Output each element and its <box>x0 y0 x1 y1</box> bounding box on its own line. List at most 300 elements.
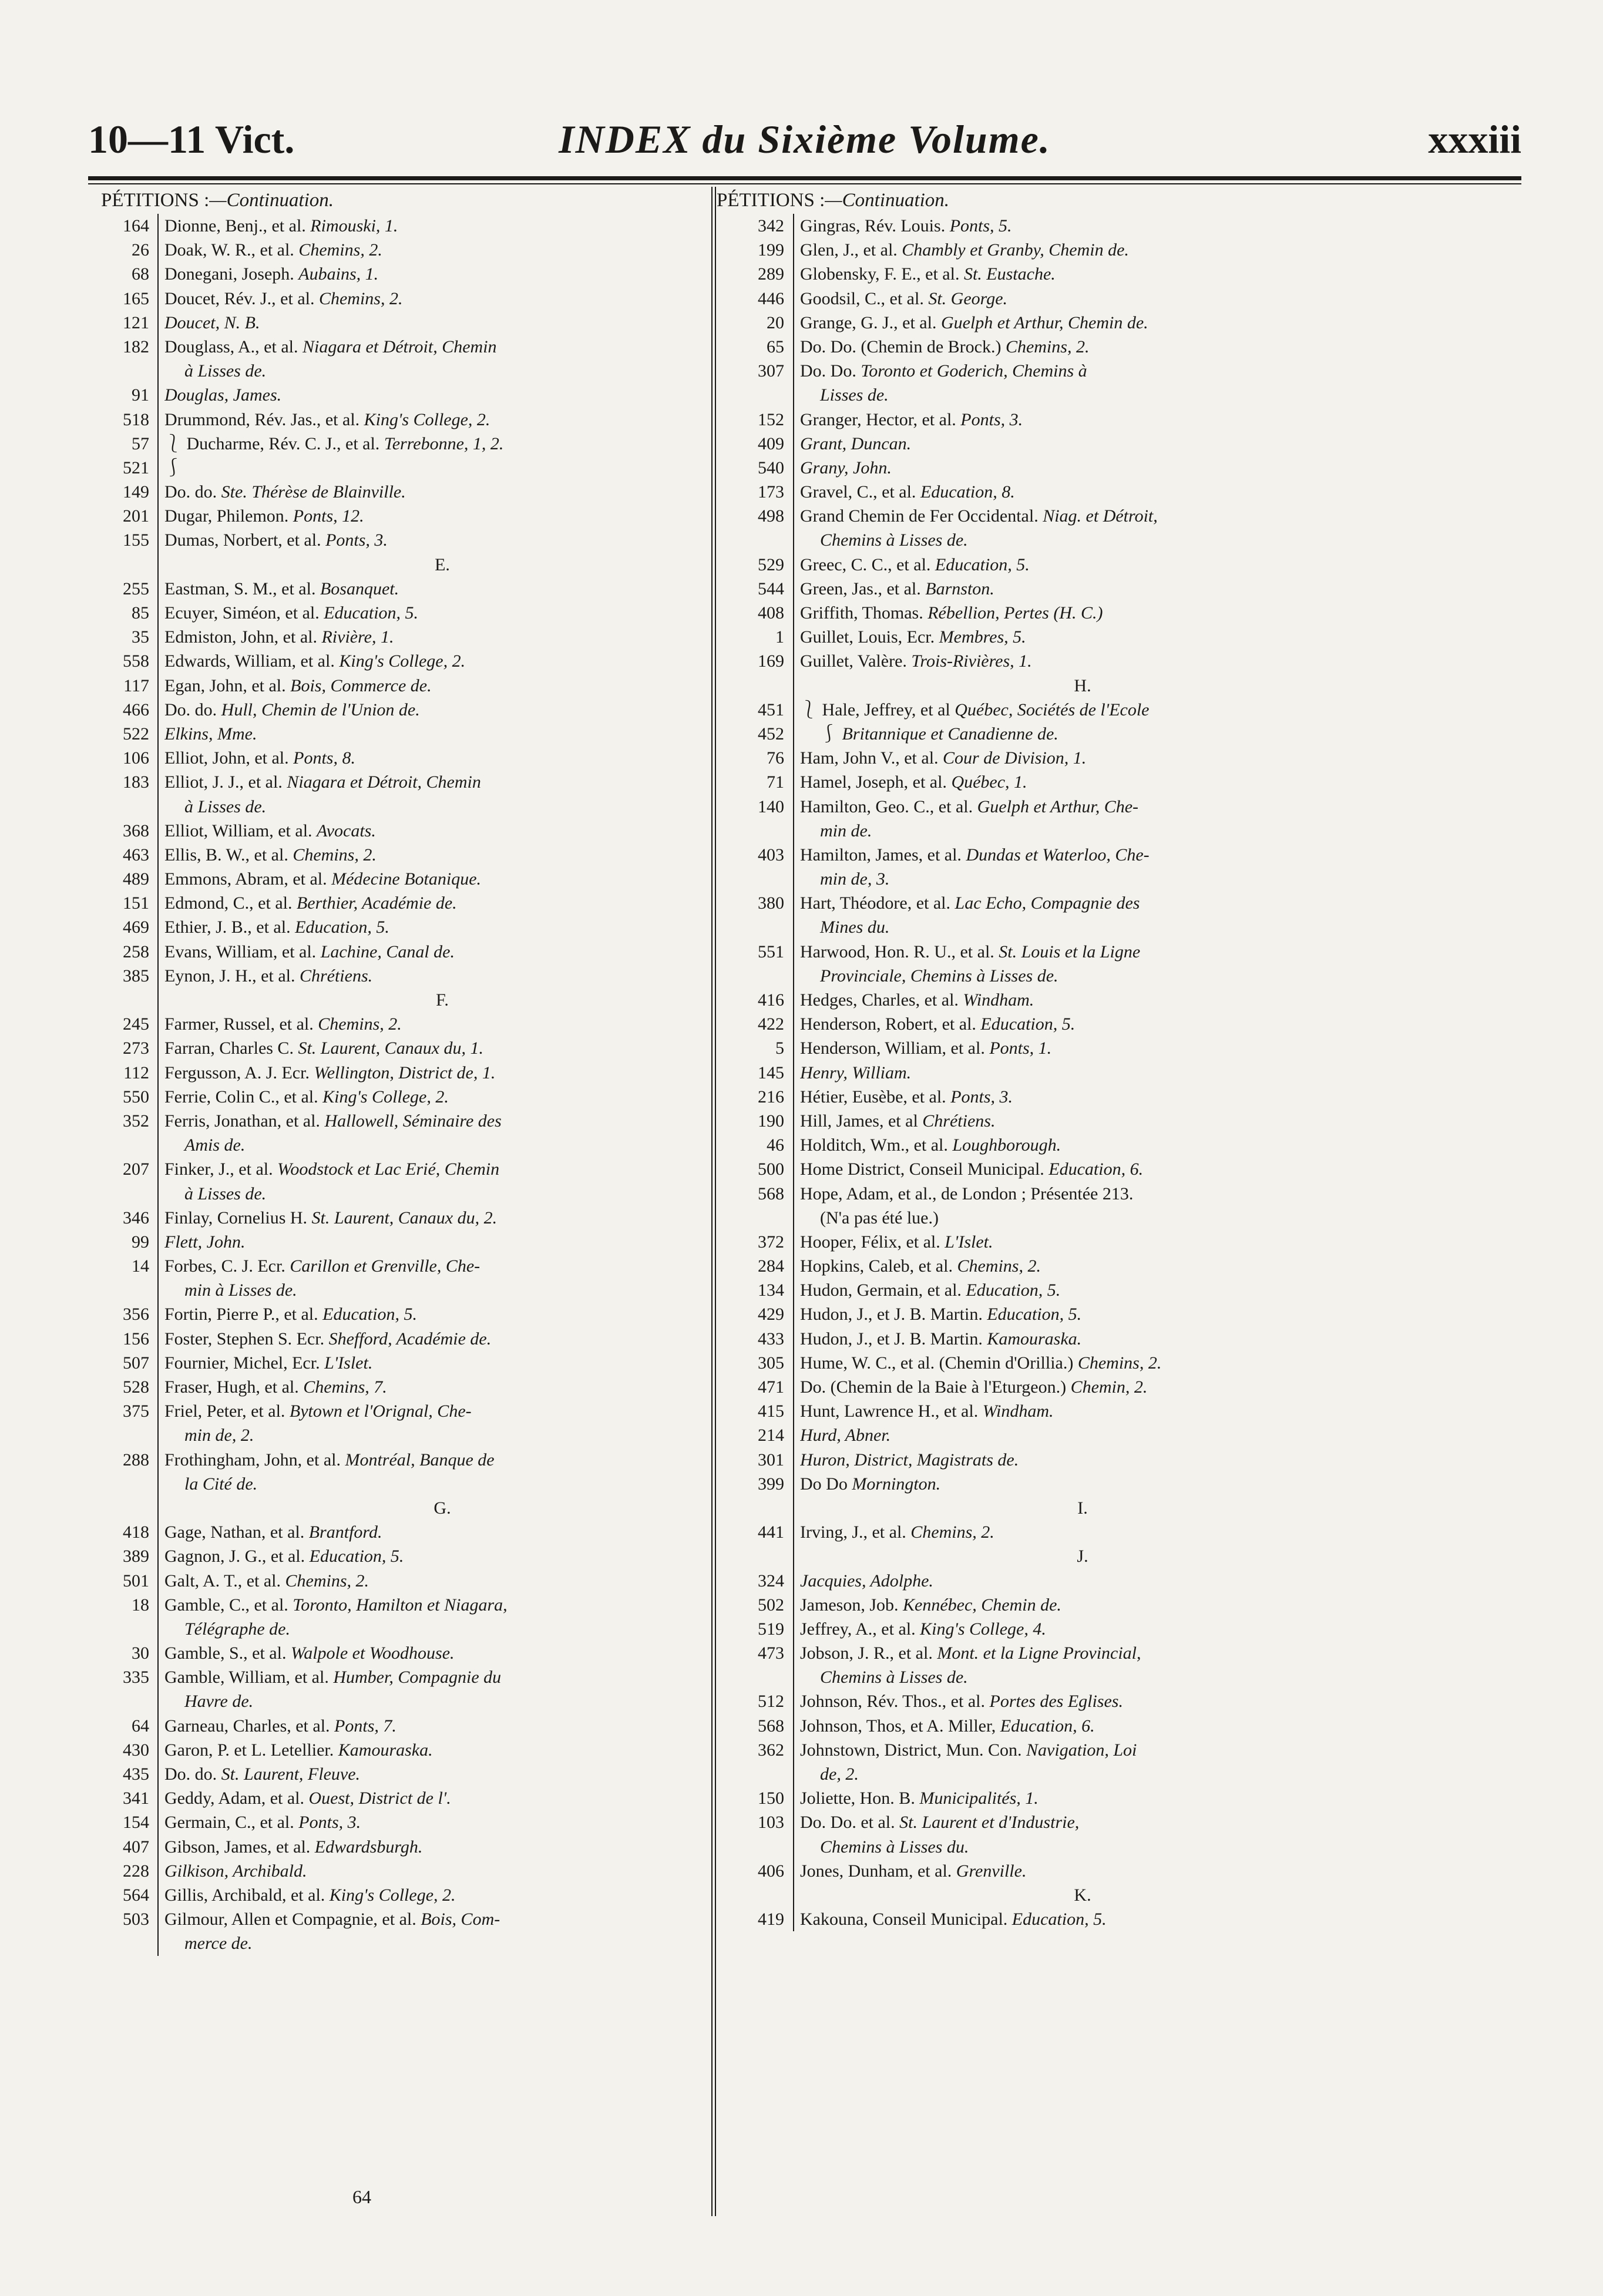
entry-name: E. <box>435 554 450 574</box>
entry-name: Hope, Adam, et al., de London ; Présentée 213. <box>800 1184 1134 1204</box>
entry-number: 558 <box>123 651 149 671</box>
entry-number: 273 <box>123 1038 149 1058</box>
index-entry <box>101 1786 724 1810</box>
entry-number: 30 <box>132 1643 149 1663</box>
number-rule <box>157 1689 159 1713</box>
entry-number: 471 <box>758 1377 784 1397</box>
entry-text <box>164 1762 720 1786</box>
number-rule <box>157 214 159 238</box>
index-entry <box>101 1278 724 1302</box>
entry-name: Dugar, Philemon. <box>164 506 289 526</box>
entry-subject: St. Laurent, Canaux du, 2. <box>311 1208 498 1228</box>
entry-name: G. <box>433 1498 451 1518</box>
entry-text <box>164 1835 720 1859</box>
entry-subject: Bois, Com- <box>421 1910 500 1929</box>
entry-number: 544 <box>758 579 784 599</box>
entry-name: Elliot, J. J., et al. <box>164 772 283 792</box>
entry-text <box>164 674 720 698</box>
entry-subject: Membres, 5. <box>939 627 1026 647</box>
entry-text <box>164 577 720 601</box>
entry-text <box>164 1810 720 1834</box>
entry-name: Eynon, J. H., et al. <box>164 966 295 986</box>
entry-subject: Toronto et Goderich, Chemins à <box>861 361 1087 381</box>
left-entry-list <box>101 214 724 1956</box>
entry-number: 416 <box>758 990 784 1010</box>
entry-subject: King's College, 2. <box>329 1885 456 1905</box>
entry-text <box>164 1738 720 1762</box>
entry-number: 422 <box>758 1014 784 1034</box>
entry-number: 415 <box>758 1401 784 1421</box>
entry-text <box>800 867 1365 891</box>
number-rule <box>793 698 794 722</box>
index-entry <box>717 625 1369 649</box>
entry-text <box>800 964 1365 988</box>
index-entry <box>717 1278 1369 1302</box>
entry-text <box>800 238 1365 262</box>
entry-number: 182 <box>123 337 149 357</box>
entry-subject: Chemins, 2. <box>1077 1353 1162 1373</box>
entry-name: Hudon, J., et J. B. Martin. <box>800 1305 983 1325</box>
entry-number: 35 <box>132 627 149 647</box>
index-entry <box>717 1036 1369 1060</box>
number-rule <box>793 238 794 262</box>
number-rule <box>793 1883 794 1907</box>
number-rule <box>157 1399 159 1423</box>
number-rule <box>793 988 794 1012</box>
entry-number: 452 <box>758 724 784 744</box>
entry-name: Do. Do. (Chemin de Brock.) <box>800 337 1002 357</box>
entry-subject: Education, 6. <box>1000 1716 1095 1736</box>
entry-subject: Berthier, Académie de. <box>296 893 457 913</box>
index-entry <box>717 746 1369 770</box>
entry-subject: Woodstock et Lac Erié, Chemin <box>277 1159 500 1179</box>
entry-name: Gingras, Rév. Louis. <box>800 216 946 236</box>
number-rule <box>157 1762 159 1786</box>
entry-text <box>164 1689 720 1713</box>
entry-text <box>164 214 720 238</box>
entry-subject: Terrebonne, 1, 2. <box>384 433 504 453</box>
entry-subject: Bytown et l'Orignal, Che- <box>289 1401 472 1421</box>
number-rule <box>157 867 159 891</box>
number-rule <box>157 770 159 794</box>
entry-name: Gamble, C., et al. <box>164 1595 288 1615</box>
entry-name: Henderson, Robert, et al. <box>800 1014 976 1034</box>
entry-text <box>800 577 1365 601</box>
entry-subject: Education, 5. <box>980 1014 1076 1034</box>
index-entry <box>717 480 1369 504</box>
number-rule <box>793 1012 794 1036</box>
entry-name: Jobson, J. R., et al. <box>800 1643 933 1663</box>
entry-number: 258 <box>123 942 149 962</box>
entry-subject: Kennébec, Chemin de. <box>903 1595 1061 1615</box>
entry-subject: Québec, Sociétés de l'Ecole <box>955 700 1150 720</box>
entry-number: 152 <box>758 409 784 429</box>
entry-number: 451 <box>758 700 784 720</box>
entry-number: 564 <box>123 1885 149 1905</box>
index-entry <box>717 335 1369 359</box>
entry-subject: Lisses de. <box>820 385 889 405</box>
entry-number: 335 <box>123 1668 149 1687</box>
entry-text <box>800 698 1365 722</box>
entry-text <box>800 1206 1365 1230</box>
number-rule <box>793 553 794 577</box>
entry-name: Jameson, Job. <box>800 1595 899 1615</box>
entry-subject: Chambly et Granby, Chemin de. <box>902 240 1129 260</box>
number-rule <box>157 1012 159 1036</box>
number-rule <box>157 238 159 262</box>
entry-text <box>164 940 720 964</box>
entry-text <box>800 1182 1365 1206</box>
entry-subject: Britannique et Canadienne de. <box>842 724 1058 744</box>
entry-name: Gibson, James, et al. <box>164 1837 311 1857</box>
index-entry <box>717 1327 1369 1351</box>
entry-subject: St. Louis et la Ligne <box>999 942 1141 962</box>
entry-text <box>164 1472 720 1496</box>
entry-text <box>800 1061 1365 1085</box>
entry-text <box>164 383 720 407</box>
entry-name: F. <box>436 990 449 1010</box>
index-entry <box>101 528 724 552</box>
entry-name: ⎱ Ducharme, Rév. C. J., et al. <box>164 433 380 453</box>
entry-subject: King's College, 2. <box>339 651 466 671</box>
entry-number: 183 <box>123 772 149 792</box>
number-rule <box>793 1254 794 1278</box>
index-entry <box>101 891 724 915</box>
number-rule <box>157 1423 159 1447</box>
index-entry <box>101 1254 724 1278</box>
entry-text <box>800 1641 1365 1665</box>
entry-name: ⎱ Hale, Jeffrey, et al <box>800 700 950 720</box>
entry-text <box>800 891 1365 915</box>
entry-number: 463 <box>123 845 149 865</box>
number-rule <box>793 1786 794 1810</box>
index-entry <box>101 1302 724 1326</box>
index-entry <box>717 1569 1369 1593</box>
entry-text <box>164 1448 720 1472</box>
entry-number: 380 <box>758 893 784 913</box>
entry-name: Goodsil, C., et al. <box>800 288 924 308</box>
index-entry <box>101 1327 724 1351</box>
index-entry <box>717 819 1369 843</box>
header-page-roman: xxxiii <box>1428 117 1521 162</box>
number-rule <box>157 722 159 746</box>
entry-name: Johnstown, District, Mun. Con. <box>800 1740 1022 1760</box>
index-entry <box>101 262 724 286</box>
entry-subject: Municipalités, 1. <box>919 1789 1039 1808</box>
entry-subject: St. George. <box>928 288 1008 308</box>
entry-number: 199 <box>758 240 784 260</box>
entry-subject: Kamouraska. <box>338 1740 433 1760</box>
entry-text <box>800 915 1365 939</box>
entry-text <box>164 1399 720 1423</box>
index-entry <box>101 1835 724 1859</box>
number-rule <box>793 891 794 915</box>
entry-number: 255 <box>123 579 149 599</box>
entry-name: Farmer, Russel, et al. <box>164 1014 314 1034</box>
entry-subject: Chemins, 2. <box>293 845 377 865</box>
entry-name: Edmiston, John, et al. <box>164 627 317 647</box>
number-rule <box>793 1569 794 1593</box>
index-entry <box>101 1157 724 1181</box>
index-entry <box>101 287 724 311</box>
right-column-heading <box>717 187 1369 214</box>
entry-text <box>800 1448 1365 1472</box>
number-rule <box>157 311 159 335</box>
number-rule <box>157 1133 159 1157</box>
number-rule <box>793 1278 794 1302</box>
entry-number: 201 <box>123 506 149 526</box>
number-rule <box>793 1036 794 1060</box>
entry-text <box>800 1254 1365 1278</box>
entry-subject: Ponts, 3. <box>298 1813 361 1833</box>
index-entry <box>717 553 1369 577</box>
index-entry <box>717 891 1369 915</box>
entry-text <box>164 649 720 673</box>
entry-subject: Edwardsburgh. <box>314 1837 423 1857</box>
index-entry <box>717 988 1369 1012</box>
number-rule <box>157 1641 159 1665</box>
index-entry <box>717 1689 1369 1713</box>
entry-subject: Toronto, Hamilton et Niagara, <box>293 1595 508 1615</box>
number-rule <box>157 1859 159 1883</box>
entry-text <box>164 553 720 577</box>
entry-text <box>164 625 720 649</box>
number-rule <box>157 456 159 480</box>
left-column <box>101 187 724 1956</box>
entry-name: Johnson, Rév. Thos., et al. <box>800 1692 985 1712</box>
entry-text <box>164 1859 720 1883</box>
entry-text <box>800 1327 1365 1351</box>
entry-name: Granger, Hector, et al. <box>800 409 956 429</box>
index-entry <box>101 1351 724 1375</box>
index-entry <box>101 311 724 335</box>
number-rule <box>157 1907 159 1931</box>
number-rule <box>157 1496 159 1520</box>
entry-name: Gilmour, Allen et Compagnie, et al. <box>164 1910 416 1929</box>
number-rule <box>157 1182 159 1206</box>
number-rule <box>157 795 159 819</box>
entry-subject: Doucet, N. B. <box>164 312 260 332</box>
entry-name: Do. Do. <box>800 361 856 381</box>
entry-text <box>164 359 720 383</box>
entry-name: Hamilton, James, et al. <box>800 845 962 865</box>
entry-subject: Douglas, James. <box>164 385 282 405</box>
entry-subject: Huron, District, Magistrats de. <box>800 1450 1019 1470</box>
entry-subject: Rivière, 1. <box>321 627 394 647</box>
heading-suffix: —Continuation. <box>209 190 334 211</box>
entry-number: 228 <box>123 1861 149 1881</box>
entry-name: Doucet, Rév. J., et al. <box>164 288 315 308</box>
entry-subject: Trois-Rivières, 1. <box>911 651 1032 671</box>
entry-text <box>164 843 720 867</box>
number-rule <box>793 1133 794 1157</box>
entry-text <box>164 335 720 359</box>
entry-name: Home District, Conseil Municipal. <box>800 1159 1044 1179</box>
index-entry <box>101 480 724 504</box>
entry-subject: Ponts, 3. <box>325 530 388 550</box>
entry-text <box>164 1085 720 1109</box>
entry-subject: Kamouraska. <box>987 1329 1082 1349</box>
entry-text <box>164 1061 720 1085</box>
number-rule <box>157 1569 159 1593</box>
entry-subject: Loughborough. <box>952 1135 1061 1155</box>
index-entry <box>101 408 724 432</box>
number-rule <box>157 287 159 311</box>
number-rule <box>157 1835 159 1859</box>
entry-subject: Mines du. <box>820 917 890 937</box>
entry-number: 214 <box>758 1426 784 1445</box>
entry-name: Grand Chemin de Fer Occidental. <box>800 506 1039 526</box>
number-rule <box>157 262 159 286</box>
entry-number: 46 <box>767 1135 784 1155</box>
entry-subject: Grant, Duncan. <box>800 433 912 453</box>
entry-subject: King's College, 2. <box>364 409 490 429</box>
number-rule <box>157 408 159 432</box>
entry-number: 156 <box>123 1329 149 1349</box>
index-entry <box>101 915 724 939</box>
entry-number: 134 <box>758 1280 784 1300</box>
index-entry <box>717 1520 1369 1544</box>
number-rule <box>157 1810 159 1834</box>
entry-text <box>800 1012 1365 1036</box>
index-entry <box>101 1012 724 1036</box>
number-rule <box>793 1230 794 1254</box>
number-rule <box>793 1157 794 1181</box>
entry-subject: Grany, John. <box>800 458 892 478</box>
number-rule <box>157 674 159 698</box>
entry-name: Johnson, Thos, et A. Miller, <box>800 1716 996 1736</box>
entry-text <box>164 988 720 1012</box>
index-entry <box>717 1206 1369 1230</box>
index-entry <box>717 238 1369 262</box>
number-rule <box>793 1375 794 1399</box>
section-letter <box>717 1883 1369 1907</box>
number-rule <box>793 359 794 383</box>
entry-number: 5 <box>775 1038 784 1058</box>
number-rule <box>157 843 159 867</box>
heading-suffix: —Continuation. <box>825 190 950 211</box>
entry-number: 375 <box>123 1401 149 1421</box>
entry-number: 512 <box>758 1692 784 1712</box>
entry-number: 245 <box>123 1014 149 1034</box>
number-rule <box>157 480 159 504</box>
entry-subject: Ponts, 8. <box>293 748 355 768</box>
entry-name: Galt, A. T., et al. <box>164 1571 281 1591</box>
entry-number: 76 <box>767 748 784 768</box>
entry-text <box>164 1133 720 1157</box>
entry-text <box>800 674 1365 698</box>
entry-text <box>800 1085 1365 1109</box>
number-rule <box>157 625 159 649</box>
entry-name: Ferris, Jonathan, et al. <box>164 1111 320 1131</box>
entry-subject: Hurd, Abner. <box>800 1426 891 1445</box>
entry-text <box>800 1593 1365 1617</box>
entry-subject: L'Islet. <box>945 1232 993 1252</box>
entry-text <box>800 601 1365 625</box>
number-rule <box>793 504 794 528</box>
heading-label: PÉTITIONS : <box>717 190 825 211</box>
entry-subject: Education, 8. <box>920 482 1015 502</box>
entry-number: 164 <box>123 216 149 236</box>
index-entry <box>717 311 1369 335</box>
index-entry <box>101 1206 724 1230</box>
entry-subject: Humber, Compagnie du <box>333 1668 502 1687</box>
number-rule <box>793 770 794 794</box>
number-rule <box>793 456 794 480</box>
entry-subject: Québec, 1. <box>951 772 1027 792</box>
entry-subject: Rimouski, 1. <box>310 216 398 236</box>
entry-subject: Guelph et Arthur, Chemin de. <box>940 312 1148 332</box>
number-rule <box>793 383 794 407</box>
index-entry <box>101 1641 724 1665</box>
entry-subject: St. Eustache. <box>963 264 1056 284</box>
number-rule <box>793 1907 794 1931</box>
number-rule <box>793 674 794 698</box>
entry-text <box>164 795 720 819</box>
index-entry <box>717 1012 1369 1036</box>
number-rule <box>157 698 159 722</box>
number-rule <box>793 1617 794 1641</box>
entry-number: 540 <box>758 458 784 478</box>
entry-subject: min de, 3. <box>820 869 890 889</box>
entry-name: Do Do <box>800 1474 848 1494</box>
entry-number: 519 <box>758 1619 784 1639</box>
index-entry <box>717 795 1369 819</box>
number-rule <box>157 1254 159 1278</box>
index-entry <box>101 1036 724 1060</box>
index-entry <box>717 940 1369 964</box>
entry-subject: Niagara et Détroit, Chemin <box>302 337 497 357</box>
entry-text <box>164 1375 720 1399</box>
index-entry <box>717 698 1369 722</box>
entry-name: Ham, John V., et al. <box>800 748 939 768</box>
index-entry <box>101 1375 724 1399</box>
entry-text <box>164 915 720 939</box>
entry-subject: la Cité de. <box>184 1474 258 1494</box>
entry-text <box>800 553 1365 577</box>
number-rule <box>793 1085 794 1109</box>
entry-number: 1 <box>775 627 784 647</box>
number-rule <box>793 1472 794 1496</box>
entry-name: Fergusson, A. J. Ecr. <box>164 1063 310 1083</box>
entry-text <box>800 1835 1365 1859</box>
index-entry <box>101 238 724 262</box>
entry-number: 150 <box>758 1789 784 1808</box>
index-entry <box>101 674 724 698</box>
entry-number: 407 <box>123 1837 149 1857</box>
entry-subject: Ponts, 12. <box>293 506 364 526</box>
index-entry <box>717 1182 1369 1206</box>
entry-subject: L'Islet. <box>324 1353 373 1373</box>
entry-text <box>800 1109 1365 1133</box>
entry-number: 528 <box>123 1377 149 1397</box>
index-entry <box>717 1859 1369 1883</box>
entry-number: 389 <box>123 1547 149 1566</box>
entry-subject: Avocats. <box>317 821 376 841</box>
number-rule <box>793 311 794 335</box>
entry-name: (N'a pas été lue.) <box>820 1208 939 1228</box>
entry-subject: Education, 5. <box>322 1305 417 1325</box>
entry-subject: Havre de. <box>184 1692 254 1712</box>
entry-text <box>800 1714 1365 1738</box>
index-entry <box>717 359 1369 383</box>
entry-subject: Rébellion, Pertes (H. C.) <box>927 603 1103 623</box>
entry-number: 419 <box>758 1910 784 1929</box>
entry-subject: Walpole et Woodhouse. <box>290 1643 455 1663</box>
entry-number: 399 <box>758 1474 784 1494</box>
entry-name: Fraser, Hugh, et al. <box>164 1377 299 1397</box>
entry-number: 441 <box>758 1522 784 1542</box>
